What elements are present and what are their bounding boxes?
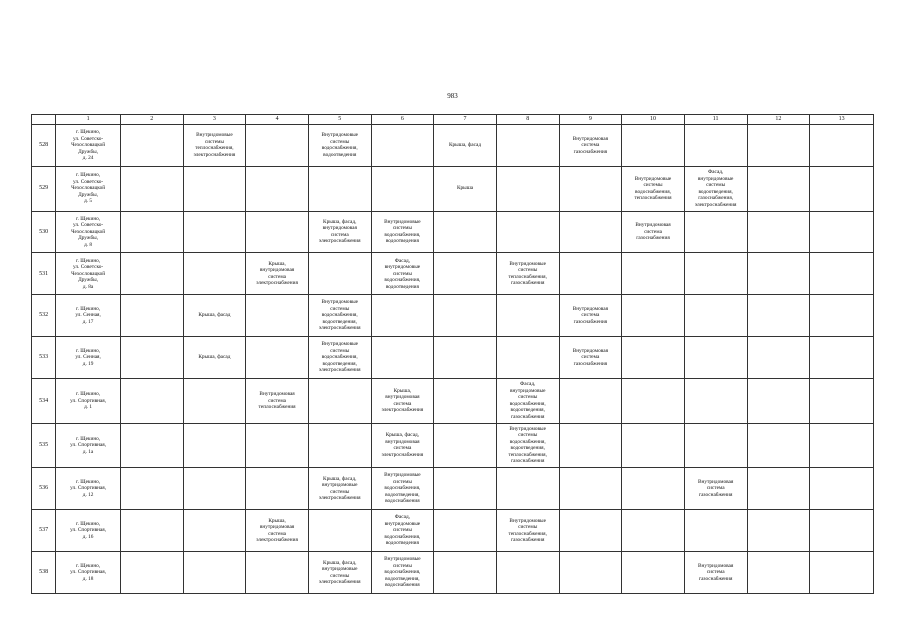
work-type-cell [120, 211, 183, 253]
work-type-cell: Внутридомовые системы водоснабжения, водоотведения, водоснабжения [371, 552, 434, 594]
work-type-cell [246, 423, 309, 468]
header-cell: 1 [56, 115, 121, 125]
table-row [32, 125, 874, 167]
table-row [32, 423, 874, 468]
work-type-cell: Внутридомовые системы теплоснабжения, электроснабжения [183, 125, 246, 167]
work-type-cell [496, 295, 559, 337]
row-number: 534 [32, 379, 56, 424]
work-type-cell [183, 552, 246, 594]
work-type-cell [810, 510, 874, 552]
work-type-cell [371, 295, 434, 337]
work-type-cell [622, 510, 685, 552]
work-type-cell [810, 468, 874, 510]
work-type-cell [747, 552, 810, 594]
work-type-cell: Внутридомовые системы водоснабжения, водоотведения [308, 125, 371, 167]
work-type-cell [810, 379, 874, 424]
address-cell: г. Щекино, ул. Советско- Чехословацкой Дружбы, д. 8 [56, 211, 121, 253]
work-type-cell [120, 125, 183, 167]
work-type-cell [183, 253, 246, 295]
work-type-cell [120, 379, 183, 424]
repair-schedule-table [31, 114, 874, 594]
work-type-cell [747, 423, 810, 468]
work-type-cell [684, 295, 747, 337]
work-type-cell [246, 468, 309, 510]
work-type-cell [246, 337, 309, 379]
work-type-cell [496, 337, 559, 379]
work-type-cell: Крыша, фасад [434, 125, 497, 167]
work-type-cell [434, 211, 497, 253]
work-type-cell [622, 552, 685, 594]
work-type-cell [496, 211, 559, 253]
work-type-cell [434, 552, 497, 594]
work-type-cell: Крыша, внутридомовая система электроснабжения [246, 510, 309, 552]
page-number: 983 [447, 92, 458, 100]
work-type-cell [308, 166, 371, 211]
work-type-cell [183, 211, 246, 253]
work-type-cell [120, 253, 183, 295]
work-type-cell [371, 166, 434, 211]
work-type-cell [810, 166, 874, 211]
work-type-cell: Внутридомовые системы водоснабжения, водоотведения, теплоснабжения, газоснабжения [496, 423, 559, 468]
row-number: 530 [32, 211, 56, 253]
work-type-cell [120, 423, 183, 468]
work-type-cell [120, 295, 183, 337]
table-row [32, 295, 874, 337]
work-type-cell [496, 125, 559, 167]
work-type-cell: Крыша, фасад, внутридомовые системы электроснабжения [308, 552, 371, 594]
work-type-cell [684, 211, 747, 253]
row-number: 529 [32, 166, 56, 211]
header-cell: 4 [246, 115, 309, 125]
work-type-cell [371, 337, 434, 379]
work-type-cell: Внутридомовые системы водоснабжения, водоотведения, электроснабжения [308, 295, 371, 337]
address-cell: г. Щекино, ул. Советско- Чехословацкой Дружбы, д. 8а [56, 253, 121, 295]
work-type-cell [120, 552, 183, 594]
work-type-cell [684, 253, 747, 295]
work-type-cell: Фасад, внутридомовые системы водоотведения, газоснабжения, электроснабжения [684, 166, 747, 211]
address-cell: г. Щекино, ул. Спортивная, д. 16 [56, 510, 121, 552]
work-type-cell: Внутридомовые системы теплоснабжения, газоснабжения [496, 510, 559, 552]
header-cell-blank [32, 115, 56, 125]
work-type-cell: Внутридомовые системы теплоснабжения, газоснабжения [496, 253, 559, 295]
work-type-cell: Внутридомовая система газоснабжения [684, 552, 747, 594]
address-cell: г. Щекино, ул. Спортивная, д. 12 [56, 468, 121, 510]
work-type-cell [434, 468, 497, 510]
work-type-cell [559, 253, 622, 295]
table-header-row [32, 115, 874, 125]
table-row [32, 337, 874, 379]
work-type-cell [308, 423, 371, 468]
work-type-cell [308, 379, 371, 424]
work-type-cell [120, 468, 183, 510]
work-type-cell: Фасад, внутридомовые системы водоснабжения, водоотведения [371, 510, 434, 552]
row-number: 531 [32, 253, 56, 295]
table-row [32, 253, 874, 295]
row-number: 528 [32, 125, 56, 167]
work-type-cell [559, 423, 622, 468]
work-type-cell [183, 166, 246, 211]
header-cell: 6 [371, 115, 434, 125]
work-type-cell [747, 211, 810, 253]
work-type-cell: Крыша, внутридомовая система электроснабжения [371, 379, 434, 424]
work-type-cell: Внутридомовые системы водоснабжения, водоотведения, водоснабжения [371, 468, 434, 510]
work-type-cell: Внутридомовая система газоснабжения [684, 468, 747, 510]
header-cell: 2 [120, 115, 183, 125]
work-type-cell [434, 379, 497, 424]
address-cell: г. Щекино, ул. Спортивная, д. 18 [56, 552, 121, 594]
work-type-cell [559, 468, 622, 510]
work-type-cell: Крыша, фасад, внутридомовые системы электроснабжения [308, 468, 371, 510]
work-type-cell [747, 468, 810, 510]
work-type-cell [308, 253, 371, 295]
work-type-cell [559, 552, 622, 594]
row-number: 533 [32, 337, 56, 379]
work-type-cell [246, 211, 309, 253]
work-type-cell: Внутридомовая система газоснабжения [559, 295, 622, 337]
work-type-cell [120, 337, 183, 379]
work-type-cell [434, 510, 497, 552]
work-type-cell [622, 468, 685, 510]
address-cell: г. Щекино, ул. Спортивная, д. 1а [56, 423, 121, 468]
work-type-cell [684, 337, 747, 379]
work-type-cell [120, 166, 183, 211]
work-type-cell [246, 295, 309, 337]
work-type-cell [622, 125, 685, 167]
work-type-cell [496, 166, 559, 211]
work-type-cell [183, 379, 246, 424]
work-type-cell [496, 468, 559, 510]
work-type-cell [622, 295, 685, 337]
header-cell: 9 [559, 115, 622, 125]
work-type-cell: Крыша, фасад [183, 337, 246, 379]
work-type-cell [684, 423, 747, 468]
work-type-cell [308, 510, 371, 552]
work-type-cell [622, 253, 685, 295]
work-type-cell [434, 295, 497, 337]
work-type-cell: Крыша [434, 166, 497, 211]
work-type-cell: Внутридомовые системы водоснабжения, теплоснабжения [622, 166, 685, 211]
header-cell: 8 [496, 115, 559, 125]
row-number: 535 [32, 423, 56, 468]
table-row [32, 211, 874, 253]
work-type-cell [559, 379, 622, 424]
address-cell: г. Щекино, ул. Советско- Чехословацкой Дружбы, д. 24 [56, 125, 121, 167]
address-cell: г. Щекино, ул. Сенная, д. 17 [56, 295, 121, 337]
work-type-cell: Внутридомовая система теплоснабжения [246, 379, 309, 424]
work-type-cell [747, 510, 810, 552]
work-type-cell [246, 552, 309, 594]
work-type-cell [684, 510, 747, 552]
work-type-cell [246, 166, 309, 211]
work-type-cell [371, 125, 434, 167]
work-type-cell [183, 423, 246, 468]
work-type-cell [747, 337, 810, 379]
work-type-cell [747, 125, 810, 167]
row-number: 532 [32, 295, 56, 337]
table-row [32, 552, 874, 594]
table-row [32, 379, 874, 424]
row-number: 537 [32, 510, 56, 552]
header-cell: 7 [434, 115, 497, 125]
work-type-cell [496, 552, 559, 594]
work-type-cell [183, 510, 246, 552]
work-type-cell [684, 125, 747, 167]
work-type-cell [183, 468, 246, 510]
work-type-cell: Фасад, внутридомовые системы водоснабжения, водоотведения [371, 253, 434, 295]
work-type-cell [559, 166, 622, 211]
work-type-cell: Внутридомовая система газоснабжения [559, 125, 622, 167]
work-type-cell [434, 253, 497, 295]
work-type-cell [810, 253, 874, 295]
work-type-cell [120, 510, 183, 552]
address-cell: г. Щекино, ул. Спортивная, д. 1 [56, 379, 121, 424]
work-type-cell [810, 211, 874, 253]
work-type-cell [559, 211, 622, 253]
work-type-cell: Крыша, фасад [183, 295, 246, 337]
work-type-cell [810, 337, 874, 379]
work-type-cell [747, 253, 810, 295]
header-cell: 5 [308, 115, 371, 125]
table-row [32, 510, 874, 552]
work-type-cell: Внутридомовые системы водоснабжения, водоотведения, электроснабжения [308, 337, 371, 379]
address-cell: г. Щекино, ул. Советско- Чехословацкой Дружбы, д. 5 [56, 166, 121, 211]
work-type-cell [434, 423, 497, 468]
work-type-cell: Внутридомовые системы водоснабжения, водоотведения [371, 211, 434, 253]
work-type-cell: Внутридомовая система газоснабжения [559, 337, 622, 379]
work-type-cell [434, 337, 497, 379]
work-type-cell [747, 295, 810, 337]
header-cell: 11 [684, 115, 747, 125]
work-type-cell [622, 379, 685, 424]
header-cell: 3 [183, 115, 246, 125]
row-number: 538 [32, 552, 56, 594]
work-type-cell: Крыша, фасад, внутридомовая система электроснабжения [371, 423, 434, 468]
work-type-cell [810, 125, 874, 167]
work-type-cell [622, 337, 685, 379]
header-cell: 13 [810, 115, 874, 125]
table-row [32, 166, 874, 211]
work-type-cell [810, 295, 874, 337]
row-number: 536 [32, 468, 56, 510]
table-row [32, 468, 874, 510]
work-type-cell [810, 423, 874, 468]
work-type-cell [684, 379, 747, 424]
work-type-cell [246, 125, 309, 167]
work-type-cell: Крыша, внутридомовая система электроснабжения [246, 253, 309, 295]
work-type-cell [747, 166, 810, 211]
work-type-cell [559, 510, 622, 552]
address-cell: г. Щекино, ул. Сенная, д. 19 [56, 337, 121, 379]
work-type-cell: Крыша, фасад, внутридомовая система электроснабжения [308, 211, 371, 253]
work-type-cell [747, 379, 810, 424]
header-cell: 10 [622, 115, 685, 125]
header-cell: 12 [747, 115, 810, 125]
work-type-cell [810, 552, 874, 594]
work-type-cell: Фасад, внутридомовые системы водоснабжения, водоотведения, газоснабжения [496, 379, 559, 424]
work-type-cell: Внутридомовая система газоснабжения [622, 211, 685, 253]
work-type-cell [622, 423, 685, 468]
